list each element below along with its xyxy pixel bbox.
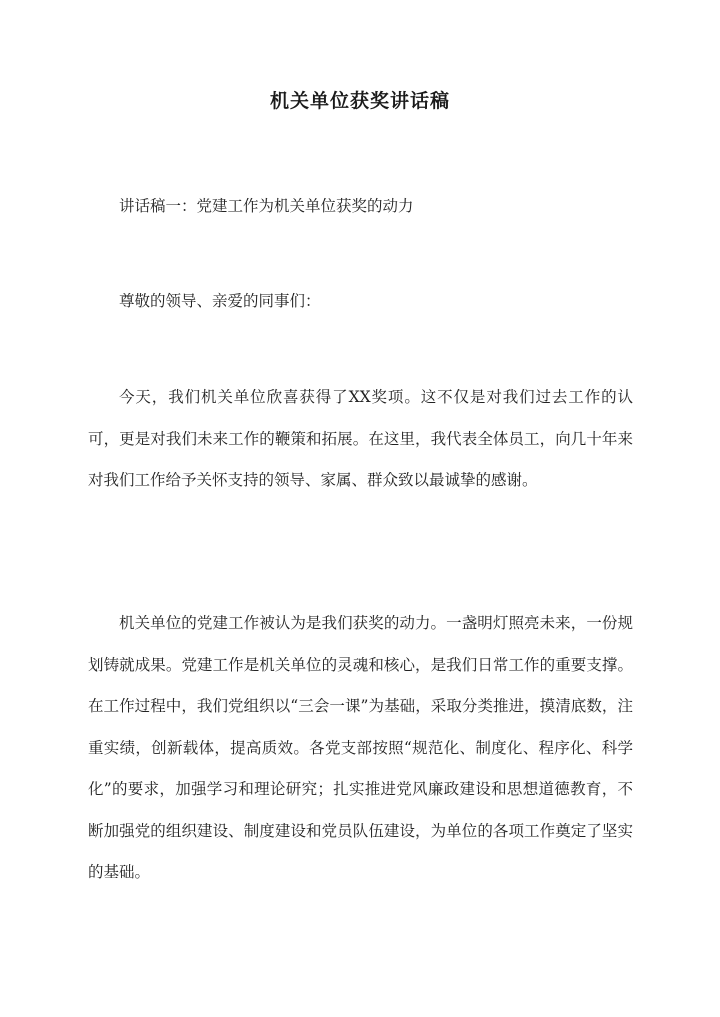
speech-subtitle: 讲话稿一：党建工作为机关单位获奖的动力 — [119, 197, 414, 215]
salutation: 尊敬的领导、亲爱的同事们： — [119, 292, 321, 310]
body-paragraph-2: 机关单位的党建工作被认为是我们获奖的动力。一盏明灯照亮未来，一份规划铸就成果。党建工作是机关单位的灵魂和核心，是我们日常工作的重要支撑。在工作过程中，我们党组织以“三会一课”为基础，采取分类推进，摸清底数，注重实绩，创新载体，提高质效。各党支部按照“规范化、制度化、程序化、科学化”的要求，加强学习和理论研究；扎实推进党风廉政建设和思想道德教育，不断加强党的组织建设、制度建设和党员队伍建设，为单位的各项工作奠定了坚实的基础。 — [88, 614, 633, 881]
document-title: 机关单位获奖讲话稿 — [269, 90, 450, 112]
body-paragraph-1: 今天，我们机关单位欣喜获得了XX奖项。这不仅是对我们过去工作的认可，更是对我们未来工作的鞭策和拓展。在这里，我代表全体员工，向几十年来对我们工作给予关怀支持的领导、家属、群众致以最诚挚的感谢。 — [88, 388, 633, 489]
